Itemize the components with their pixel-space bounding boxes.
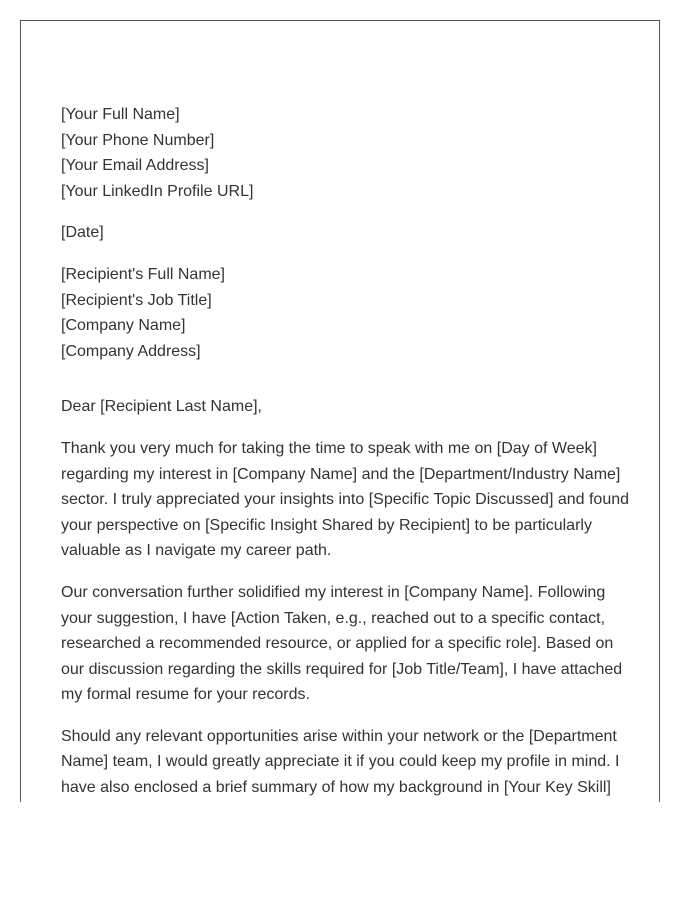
sender-email: [Your Email Address] — [61, 157, 209, 175]
paragraph-2: Our conversation further solidified my interest in [Company Name]. Following your suggestion, I have [Action Taken, e.g., reached out to a specific contact, researched a recommended resource, or applied for a specific role]. Based on our discussion regarding the skills required for [Job Title/Team], I have attached my formal resume for your records. — [61, 583, 623, 704]
salutation: Dear [Recipient Last Name], — [61, 398, 262, 416]
recipient-block — [61, 262, 631, 364]
recipient-address: [Company Address] — [61, 342, 201, 360]
sender-name: [Your Full Name] — [61, 106, 180, 123]
paragraph-3: Should any relevant opportunities arise within your network or the [Department Name] team, I would greatly appreciate it if you could keep my profile in mind. I have also enclosed a brief summary of how my background in [Your Key Skill] — [61, 727, 620, 797]
sender-linkedin: [Your LinkedIn Profile URL] — [61, 182, 254, 200]
sender-block — [61, 102, 631, 204]
sender-phone: [Your Phone Number] — [61, 131, 215, 149]
paragraph-1: Thank you very much for taking the time to speak with me on [Day of Week] regarding my interest in [Company Name] and the [Department/Industry Name] sector. I truly appreciated your insights into [Specific Topic Discussed] and found your perspective on [Specific Insight Shared by Recipient] to be particularly valuable as I navigate my career path. — [61, 439, 630, 560]
date-block — [61, 220, 631, 246]
recipient-company: [Company Name] — [61, 317, 186, 335]
letter-body — [61, 102, 631, 802]
recipient-title: [Recipient's Job Title] — [61, 291, 212, 309]
recipient-name: [Recipient's Full Name] — [61, 265, 225, 283]
letter-page — [20, 20, 660, 802]
letter-date: [Date] — [61, 224, 104, 242]
